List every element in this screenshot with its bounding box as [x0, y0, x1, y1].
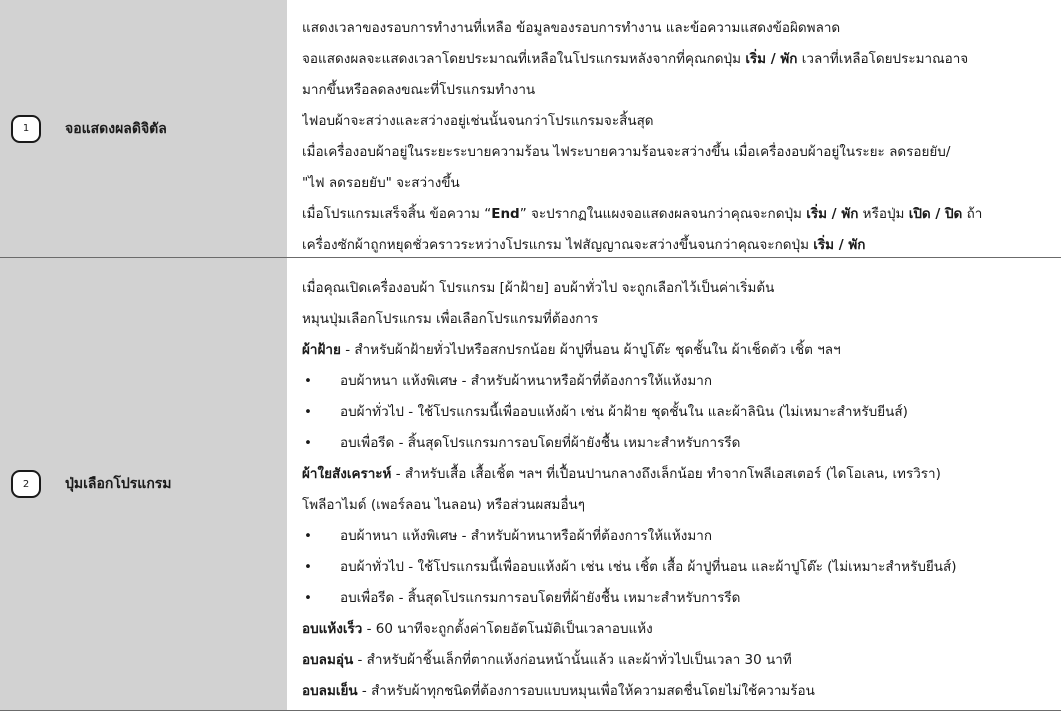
program-name: ผ้าฝ้าย [302, 342, 341, 358]
table-row [0, 258, 1061, 711]
description-line: ไฟอบผ้าจะสว่างและสว่างอยู่เช่นนั้นจนกว่าโปรแกรมจะสิ้นสุด [302, 113, 654, 129]
description-line: เมื่อโปรแกรมเสร็จสิ้น ข้อความ “End” จะปรากฏในแผงจอแสดงผลจนกว่าคุณจะกดปุ่ม เริ่ม / พัก หรือปุ่ม เปิด / ปิด ถ้า [302, 206, 983, 222]
bullet-item: • อบผ้าหนา แห้งพิเศษ - สำหรับผ้าหนาหรือผ้าที่ต้องการให้แห้งมาก [302, 366, 1057, 397]
description-line: เครื่องซักผ้าถูกหยุดชั่วคราวระหว่างโปรแกรม ไฟสัญญาณจะสว่างขึ้นจนกว่าคุณจะกดปุ่ม เริ่ม / พัก [302, 237, 866, 253]
bullet-item: • อบเพื่อรีด - สิ้นสุดโปรแกรมการอบโดยที่ผ้ายังชื้น เหมาะสำหรับการรีด [302, 583, 1057, 614]
description-cell [287, 0, 1061, 257]
program-name: ผ้าใยสังเคราะห์ [302, 466, 392, 482]
bullet-item: • อบผ้าทั่วไป - ใช้โปรแกรมนี้เพื่ออบแห้งผ้า เช่น เช่น เชิ้ต เสื้อ ผ้าปูที่นอน และผ้าปูโต๊ะ (ไม่เหมาะสำหรับยีนส์) [302, 552, 1057, 583]
description-line: โพลีอาไมด์ (เพอร์ลอน ไนลอน) หรือส่วนผสมอื่นๆ [302, 497, 586, 513]
program-name: อบแห้งเร็ว [302, 621, 363, 637]
item-number-badge: 2 [11, 470, 41, 498]
program-heading-line: อบลมอุ่น - สำหรับผ้าชิ้นเล็กที่ตากแห้งก่อนหน้านั้นแล้ว และผ้าทั่วไปเป็นเวลา 30 นาที [302, 652, 792, 668]
feature-cell [0, 0, 287, 257]
program-heading-line: อบแห้งเร็ว - 60 นาทีจะถูกตั้งค่าโดยอัตโนมัติเป็นเวลาอบแห้ง [302, 621, 653, 637]
description-line: จอแสดงผลจะแสดงเวลาโดยประมาณที่เหลือในโปรแกรมหลังจากที่คุณกดปุ่ม เริ่ม / พัก เวลาที่เหลือโดยประมาณอาจ [302, 51, 969, 67]
table-row [0, 0, 1061, 258]
description-line: เมื่อคุณเปิดเครื่องอบผ้า โปรแกรม [ผ้าฝ้าย] อบผ้าทั่วไป จะถูกเลือกไว้เป็นค่าเริ่มต้น [302, 280, 775, 296]
button-name: เริ่ม / พัก [806, 206, 859, 222]
bullet-item: • อบเพื่อรีด - สิ้นสุดโปรแกรมการอบโดยที่ผ้ายังชื้น เหมาะสำหรับการรีด [302, 428, 1057, 459]
button-name: เปิด / ปิด [908, 206, 963, 222]
program-heading-line: ผ้าใยสังเคราะห์ - สำหรับเสื้อ เสื้อเชิ้ต ฯลฯ ที่เปื้อนปานกลางถึงเล็กน้อย ทำจากโพลีเอสเตอร์ (ไดโอเลน, เทรวิรา) [302, 466, 941, 482]
button-name: เริ่ม / พัก [745, 51, 798, 67]
button-name: เริ่ม / พัก [813, 237, 866, 253]
description-line: แสดงเวลาของรอบการทำงานที่เหลือ ข้อมูลของรอบการทำงาน และข้อความแสดงข้อผิดพลาด [302, 20, 841, 36]
program-heading-line: ผ้าฝ้าย - สำหรับผ้าฝ้ายทั่วไปหรือสกปรกน้อย ผ้าปูที่นอน ผ้าปูโต๊ะ ชุดชั้นใน ผ้าเช็ดตัว เชิ้ต ฯลฯ [302, 342, 841, 358]
display-message: End [491, 206, 520, 222]
feature-cell [0, 258, 287, 710]
description-line: หมุนปุ่มเลือกโปรแกรม เพื่อเลือกโปรแกรมที่ต้องการ [302, 311, 599, 327]
description-line: มากขึ้นหรือลดลงขณะที่โปรแกรมทำงาน [302, 82, 536, 98]
bullet-icon: • [304, 528, 312, 544]
program-name: อบลมเย็น [302, 683, 358, 699]
program-name: อบลมอุ่น [302, 652, 354, 668]
bullet-icon: • [304, 559, 312, 575]
bullet-icon: • [304, 404, 312, 420]
description-line: เมื่อเครื่องอบผ้าอยู่ในระยะระบายความร้อน ไฟระบายความร้อนจะสว่างขึ้น เมื่อเครื่องอบผ้าอยู่ในระยะ ลดรอยยับ/ [302, 144, 951, 160]
bullet-icon: • [304, 435, 312, 451]
bullet-item: • อบผ้าทั่วไป - ใช้โปรแกรมนี้เพื่ออบแห้งผ้า เช่น ผ้าฝ้าย ชุดชั้นใน และผ้าลินิน (ไม่เหมาะสำหรับยีนส์) [302, 397, 1057, 428]
feature-title: จอแสดงผลดิจิตัล [65, 120, 167, 137]
bullet-icon: • [304, 373, 312, 389]
feature-title: ปุ่มเลือกโปรแกรม [65, 476, 172, 492]
description-line: "ไฟ ลดรอยยับ" จะสว่างขึ้น [302, 175, 460, 191]
item-number-badge: 1 [11, 115, 41, 143]
bullet-icon: • [304, 590, 312, 606]
bullet-item: • อบผ้าหนา แห้งพิเศษ - สำหรับผ้าหนาหรือผ้าที่ต้องการให้แห้งมาก [302, 521, 1057, 552]
program-heading-line: อบลมเย็น - สำหรับผ้าทุกชนิดที่ต้องการอบแบบหมุนเพื่อให้ความสดชื่นโดยไม่ใช้ความร้อน [302, 683, 815, 699]
description-cell [287, 258, 1061, 710]
